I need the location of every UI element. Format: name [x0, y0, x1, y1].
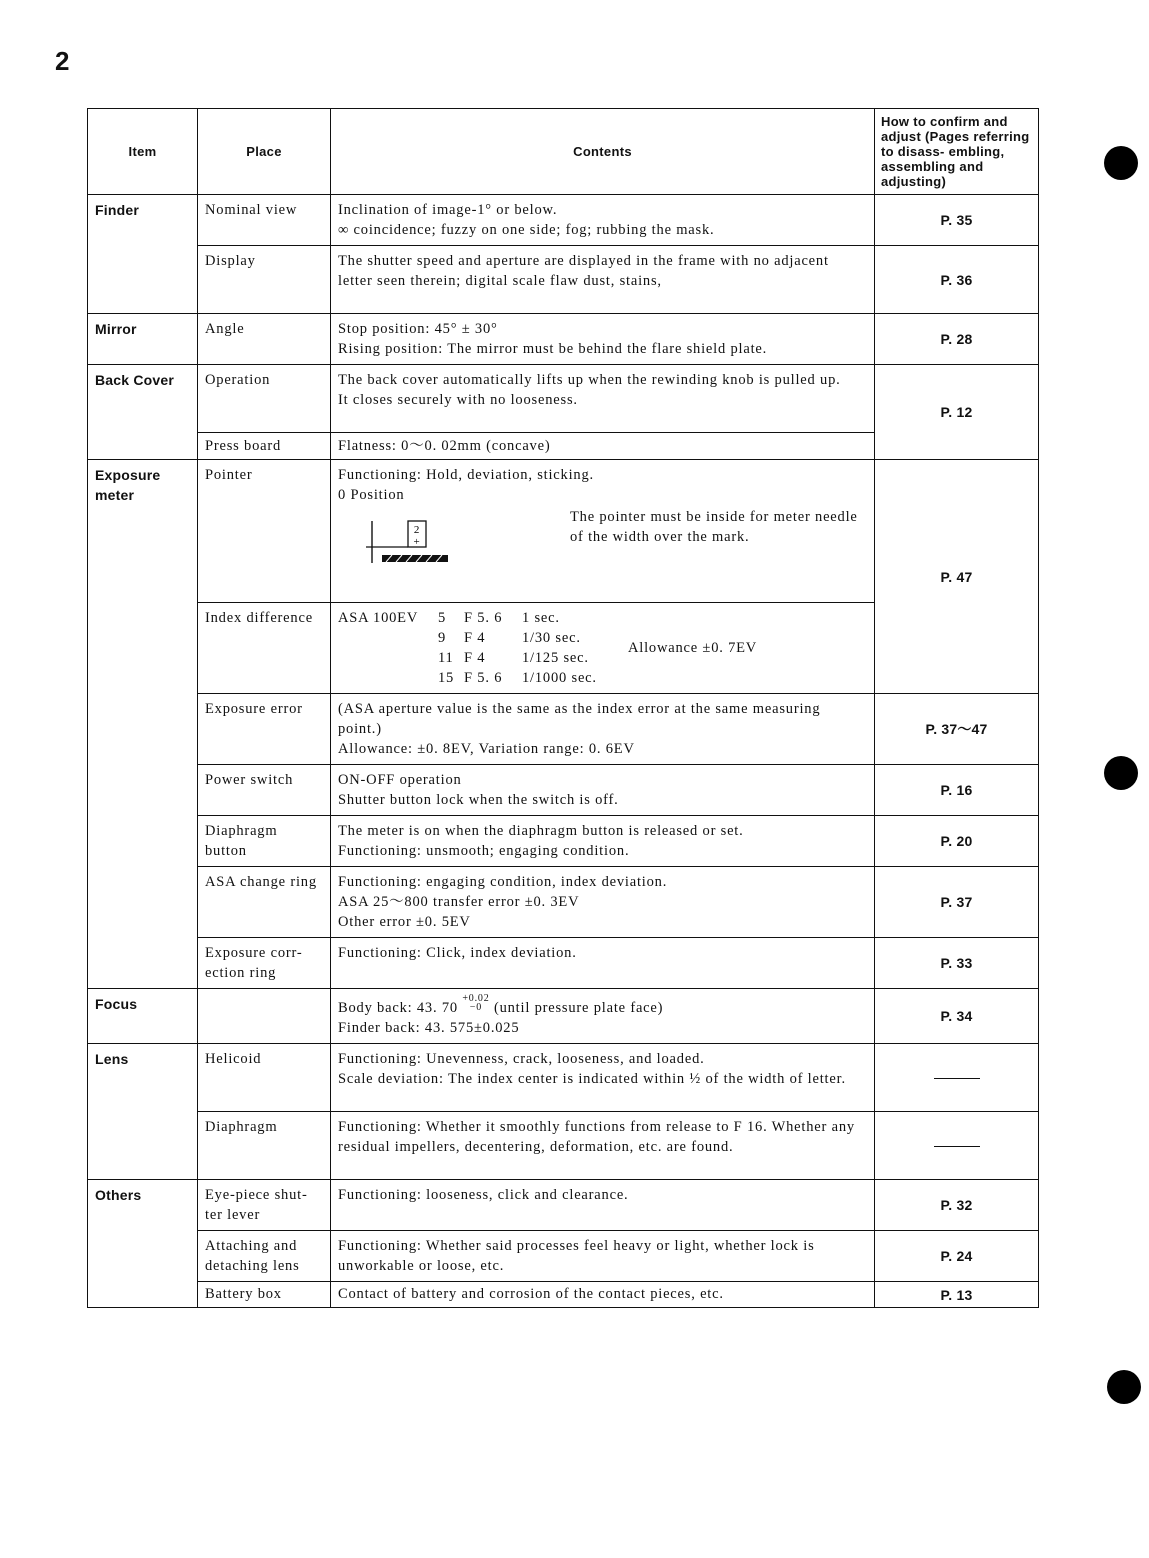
body-back-note: (until pressure plate face): [493, 1000, 664, 1016]
place-cell: Exposure corr- ection ring: [198, 938, 331, 989]
contents-cell: [331, 1180, 875, 1231]
contents-line: Allowance: ±0. 8EV, Variation range: 0. 6EV: [338, 741, 635, 757]
contents-line: The back cover automatically lifts up when the rewinding knob is pulled up.: [338, 372, 841, 388]
page-ref: P. 37: [875, 867, 1039, 938]
pointer-detail: [338, 505, 867, 597]
place-cell: Display: [198, 246, 331, 314]
tolerance-plus: +0.02: [462, 993, 490, 1004]
page-ref-none: [875, 1112, 1039, 1180]
contents-cell: [331, 765, 875, 816]
contents-cell: [331, 938, 875, 989]
item-mirror: Mirror: [88, 314, 198, 365]
contents-line: Functioning: Whether it smoothly functions from release to F 16. Whether any residual impellers, decentering, deformation, etc. are found.: [338, 1119, 855, 1155]
header-how-to-confirm: How to confirm and adjust (Pages referring to disass- embling, assembling and adjusting): [875, 109, 1039, 195]
table-row: [88, 460, 1039, 603]
place-cell: Diaphragm: [198, 1112, 331, 1180]
dash-mark: [934, 1078, 980, 1079]
index-value: ASA 100EV: [338, 610, 419, 626]
contents-line: Flatness: 0～0. 02mm (concave): [338, 438, 551, 454]
table-row: [88, 1112, 1039, 1180]
contents-cell: [331, 603, 875, 694]
page-ref: P. 34: [875, 989, 1039, 1044]
page-ref: P. 35: [875, 195, 1039, 246]
place-cell: Operation: [198, 365, 331, 433]
dash-mark: [934, 1146, 980, 1147]
contents-cell: [331, 1282, 875, 1308]
contents-line: The shutter speed and aperture are displayed in the frame with no adjacent letter seen therein; digital scale flaw dust, stains,: [338, 253, 829, 289]
pointer-mark-diagram: [364, 517, 456, 573]
index-value: 5: [438, 610, 447, 626]
body-back-label: Body back: 43. 70: [338, 1000, 458, 1016]
contents-line: Inclination of image-1° or below.: [338, 202, 558, 218]
table-row: [88, 816, 1039, 867]
table-row: [88, 314, 1039, 365]
table-row: [88, 765, 1039, 816]
contents-cell: [331, 989, 875, 1044]
contents-cell: [331, 1231, 875, 1282]
table-row: [88, 1044, 1039, 1112]
contents-line: Contact of battery and corrosion of the contact pieces, etc.: [338, 1286, 724, 1302]
contents-line: [338, 994, 867, 1018]
table-row: [88, 989, 1039, 1044]
index-difference-table: [338, 608, 867, 688]
contents-line: Other error ±0. 5EV: [338, 914, 471, 930]
index-value: F 4: [464, 650, 486, 666]
body-back-tolerance: [462, 994, 489, 1012]
binder-hole-middle: [1104, 756, 1138, 790]
contents-line: Functioning: unsmooth; engaging condition.: [338, 843, 630, 859]
place-cell: Index difference: [198, 603, 331, 694]
index-value: F 5. 6: [464, 610, 503, 626]
contents-line: Functioning: Click, index deviation.: [338, 945, 577, 961]
item-exposure-meter: Exposure meter: [88, 460, 198, 989]
table-row: [88, 867, 1039, 938]
place-cell: Attaching and detaching lens: [198, 1231, 331, 1282]
index-value: [338, 668, 438, 688]
item-lens: Lens: [88, 1044, 198, 1180]
index-value: 1 sec.: [522, 610, 560, 626]
item-finder: Finder: [88, 195, 198, 314]
contents-cell: [331, 694, 875, 765]
contents-cell: [331, 246, 875, 314]
table-row: [88, 195, 1039, 246]
index-value: 9: [438, 630, 447, 646]
contents-cell: [331, 314, 875, 365]
header-item: Item: [88, 109, 198, 195]
contents-cell: [331, 195, 875, 246]
page-ref: P. 16: [875, 765, 1039, 816]
contents-line: The meter is on when the diaphragm button is released or set.: [338, 823, 744, 839]
contents-line: Functioning: engaging condition, index deviation.: [338, 874, 668, 890]
pointer-diagram-svg: [364, 517, 456, 567]
place-cell: Pointer: [198, 460, 331, 603]
page-ref: P. 28: [875, 314, 1039, 365]
header-contents: Contents: [331, 109, 875, 195]
page-ref: P. 20: [875, 816, 1039, 867]
contents-line: ∞ coincidence; fuzzy on one side; fog; rubbing the mask.: [338, 222, 715, 238]
contents-line: 0 Position: [338, 487, 405, 503]
contents-cell: [331, 1112, 875, 1180]
contents-cell: [331, 1044, 875, 1112]
page-ref: P. 12: [875, 365, 1039, 460]
index-value: 11: [438, 650, 454, 666]
index-value: 1/125 sec.: [522, 650, 589, 666]
binder-hole-bottom: [1107, 1370, 1141, 1404]
table-row: [88, 1231, 1039, 1282]
table-row: [88, 246, 1039, 314]
index-value: F 4: [464, 630, 486, 646]
contents-line: Scale deviation: The index center is indicated within ½ of the width of letter.: [338, 1071, 846, 1087]
contents-cell: [331, 816, 875, 867]
contents-line: It closes securely with no looseness.: [338, 392, 578, 408]
table-row: [88, 694, 1039, 765]
mark-top-label: 2: [413, 524, 421, 536]
contents-cell: [331, 867, 875, 938]
contents-line: ASA 25～800 transfer error ±0. 3EV: [338, 894, 580, 910]
hatched-scale-bar: [382, 555, 448, 562]
contents-line: Finder back: 43. 575±0.025: [338, 1020, 520, 1036]
contents-line: Stop position: 45° ± 30°: [338, 321, 498, 337]
index-value: 1/30 sec.: [522, 630, 581, 646]
page-number: 2: [55, 46, 70, 76]
contents-line: (ASA aperture value is the same as the index error at the same measuring point.): [338, 701, 821, 737]
contents-cell: [331, 433, 875, 460]
place-cell: [198, 989, 331, 1044]
contents-line: Rising position: The mirror must be behind the flare shield plate.: [338, 341, 768, 357]
contents-line: ON-OFF operation: [338, 772, 462, 788]
index-value: [338, 648, 438, 668]
tolerance-minus: −0: [469, 1002, 483, 1013]
page-ref: P. 24: [875, 1231, 1039, 1282]
place-cell: Battery box: [198, 1282, 331, 1308]
place-cell: Diaphragm button: [198, 816, 331, 867]
page-ref: P. 47: [875, 460, 1039, 694]
header-place: Place: [198, 109, 331, 195]
page-ref: P. 32: [875, 1180, 1039, 1231]
index-value: [338, 628, 438, 648]
contents-line: Functioning: Hold, deviation, sticking.: [338, 467, 594, 483]
item-focus: Focus: [88, 989, 198, 1044]
index-value: 1/1000 sec.: [522, 670, 597, 686]
binder-hole-top: [1104, 146, 1138, 180]
place-cell: Press board: [198, 433, 331, 460]
table-row: [88, 1282, 1039, 1308]
page-ref-none: [875, 1044, 1039, 1112]
contents-cell: [331, 365, 875, 433]
item-others: Others: [88, 1180, 198, 1308]
pointer-note: The pointer must be inside for meter needle of the width over the mark.: [570, 509, 858, 545]
table-row: [88, 365, 1039, 433]
contents-line: Functioning: looseness, click and clearance.: [338, 1187, 629, 1203]
index-value: F 5. 6: [464, 670, 503, 686]
place-cell: ASA change ring: [198, 867, 331, 938]
page-ref: P. 36: [875, 246, 1039, 314]
contents-line: Shutter button lock when the switch is off.: [338, 792, 619, 808]
place-cell: Nominal view: [198, 195, 331, 246]
place-cell: Exposure error: [198, 694, 331, 765]
header-row: [88, 109, 1039, 195]
mark-bottom-label: +: [413, 536, 421, 548]
page-ref: P. 33: [875, 938, 1039, 989]
table-row: [88, 938, 1039, 989]
place-cell: Angle: [198, 314, 331, 365]
table-row: [88, 1180, 1039, 1231]
place-cell: Power switch: [198, 765, 331, 816]
contents-line: Functioning: Whether said processes feel heavy or light, whether lock is unworkable or loose, etc.: [338, 1238, 815, 1274]
item-back-cover: Back Cover: [88, 365, 198, 460]
page-ref: P. 13: [875, 1282, 1039, 1308]
contents-line: Functioning: Unevenness, crack, looseness, and loaded.: [338, 1051, 705, 1067]
inspection-table: [87, 108, 1039, 1308]
place-cell: Eye-piece shut- ter lever: [198, 1180, 331, 1231]
index-allowance: Allowance ±0. 7EV: [628, 640, 758, 656]
contents-cell: [331, 460, 875, 603]
index-value: 15: [438, 670, 455, 686]
page-ref: P. 37～47: [875, 694, 1039, 765]
index-grid: [338, 608, 867, 688]
place-cell: Helicoid: [198, 1044, 331, 1112]
